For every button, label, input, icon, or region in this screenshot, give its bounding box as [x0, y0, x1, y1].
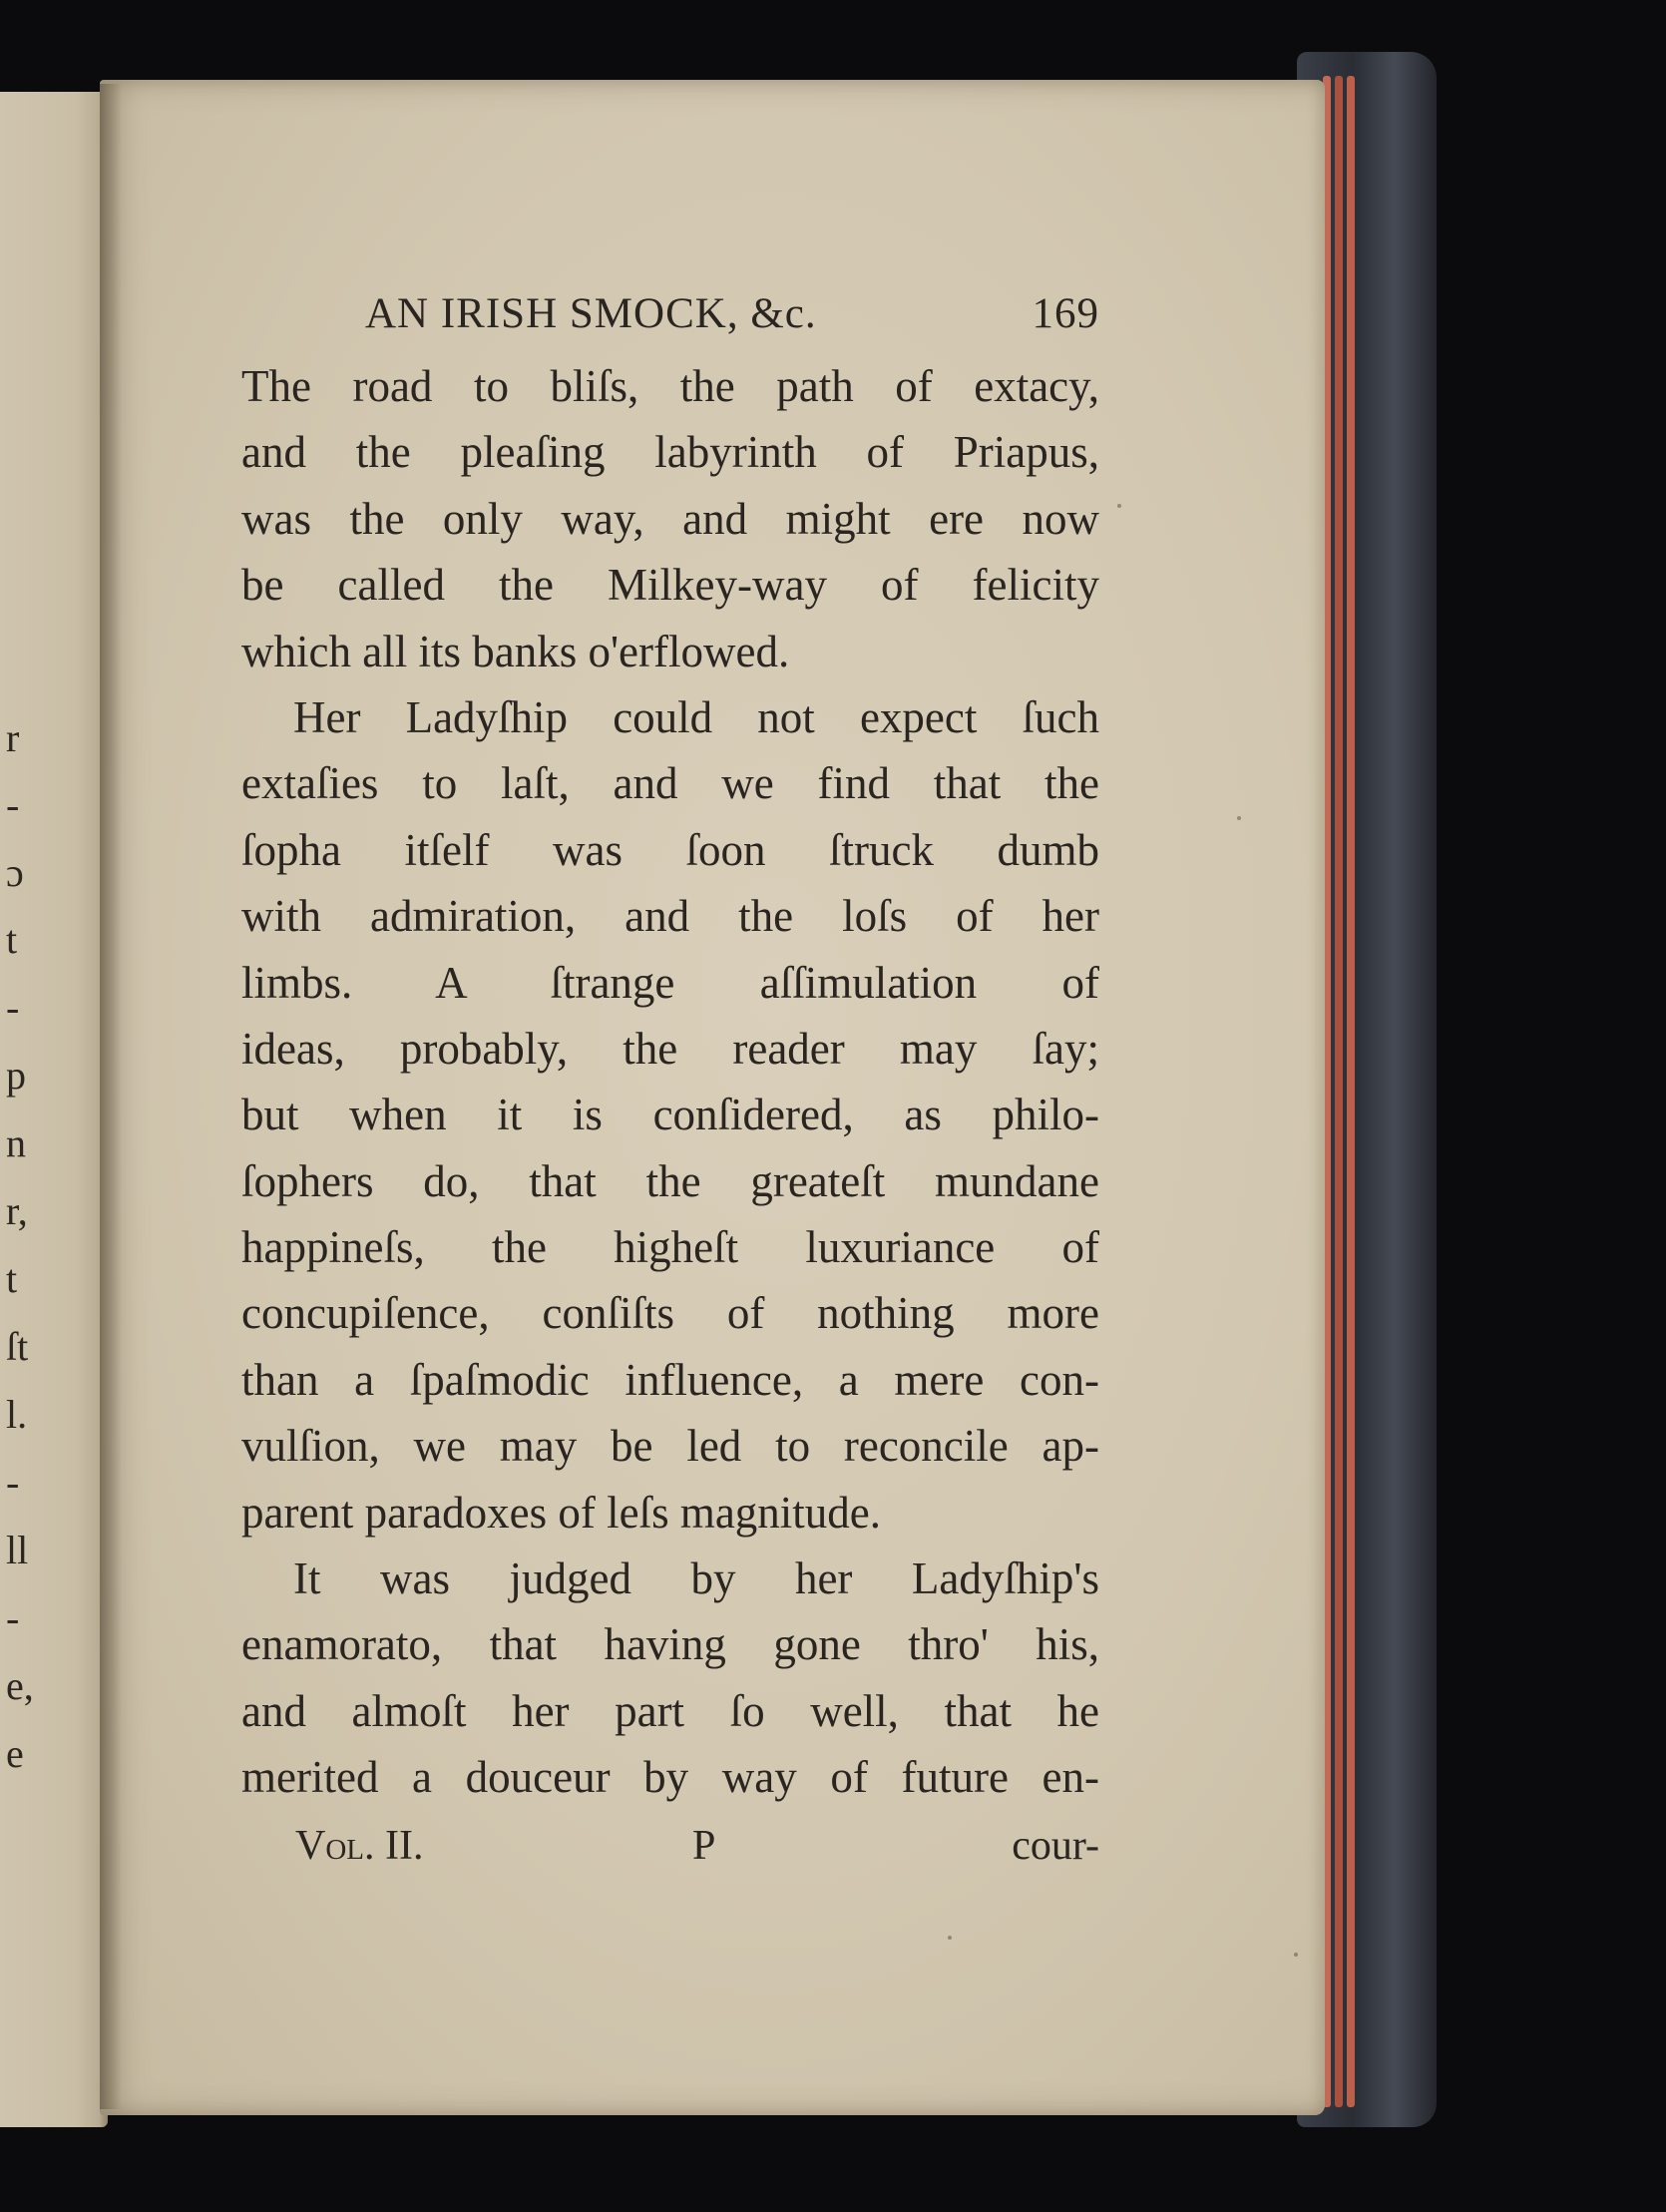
text-line: but when it is conſidered, as philo- — [241, 1090, 1099, 1140]
text-line: with admiration, and the loſs of her — [241, 891, 1099, 942]
facing-page-fragment: p — [6, 1053, 26, 1098]
text-line: vulſion, we may be led to reconcile ap- — [241, 1421, 1099, 1472]
running-title: AN IRISH SMOCK, &c. — [365, 290, 817, 337]
text-line: ſophers do, that the greateſt mundane — [241, 1155, 1099, 1206]
page-footer — [241, 1813, 1099, 1879]
page-gutter-shadow — [100, 84, 122, 2109]
body-text — [241, 353, 1099, 1811]
page-text-block — [241, 289, 1099, 1879]
facing-page-fragment: t — [6, 917, 18, 962]
paper-speck — [1294, 1953, 1298, 1957]
facing-page-text-fragments — [0, 92, 108, 2127]
text-line: was the only way, and might ere now — [241, 493, 1099, 544]
text-line: extaſies to laſt, and we find that the — [241, 758, 1099, 809]
page-edge — [1335, 76, 1343, 2107]
facing-page-fragment: e — [6, 1731, 24, 1776]
paper-speck — [948, 1936, 952, 1940]
facing-page-fragment: ɔ — [6, 850, 24, 895]
text-line: happineſs, the higheſt luxuriance of — [241, 1222, 1099, 1273]
text-line: than a ſpaſmodic influence, a mere con- — [241, 1354, 1099, 1405]
running-head — [241, 289, 1099, 353]
facing-page-fragment: e, — [6, 1663, 34, 1708]
page-number: 169 — [1032, 290, 1099, 337]
facing-page-fragment: r, — [6, 1188, 28, 1233]
text-line: merited a douceur by way of future en- — [241, 1752, 1099, 1803]
text-line: ſopha itſelf was ſoon ſtruck dumb — [241, 824, 1099, 875]
text-line: ideas, probably, the reader may ſay; — [241, 1023, 1099, 1074]
text-line: and the pleaſing labyrinth of Priapus, — [241, 427, 1099, 478]
text-line: limbs. A ſtrange aſſimulation of — [241, 957, 1099, 1008]
facing-page-fragment: l. — [6, 1392, 28, 1437]
paper-speck — [1117, 504, 1121, 508]
facing-page-fragment: t — [6, 1256, 18, 1301]
facing-page-fragment: - — [6, 1460, 20, 1505]
text-line: Her Ladyſhip could not expect ſuch — [293, 691, 1099, 742]
facing-page-fragment: ſt — [6, 1324, 29, 1369]
text-line: enamorato, that having gone thro' his, — [241, 1619, 1099, 1670]
text-line: be called the Milkey-way of felicity — [241, 560, 1099, 611]
facing-page-fragment: r — [6, 715, 20, 760]
facing-page-fragment: - — [6, 782, 20, 827]
signature-volume: Vol. II. — [295, 1822, 424, 1869]
catchword: cour- — [1012, 1822, 1099, 1869]
text-line: and almoſt her part ſo well, that he — [241, 1685, 1099, 1736]
text-line: parent paradoxes of leſs magnitude. — [241, 1487, 882, 1538]
text-line: which all its banks o'erflowed. — [241, 626, 790, 676]
text-line: It was judged by her Ladyſhip's — [293, 1553, 1099, 1604]
facing-page-fragment: - — [6, 1595, 20, 1640]
facing-page-left — [0, 92, 108, 2127]
signature-mark: P — [692, 1822, 716, 1869]
text-line: concupiſence, conſiſts of nothing more — [241, 1288, 1099, 1339]
text-line: The road to bliſs, the path of extacy, — [241, 361, 1099, 411]
page-edge — [1347, 76, 1355, 2107]
facing-page-fragment: - — [6, 985, 20, 1030]
facing-page-fragment: n — [6, 1120, 26, 1165]
paper-speck — [1237, 816, 1241, 820]
facing-page-fragment: ll — [6, 1528, 29, 1572]
